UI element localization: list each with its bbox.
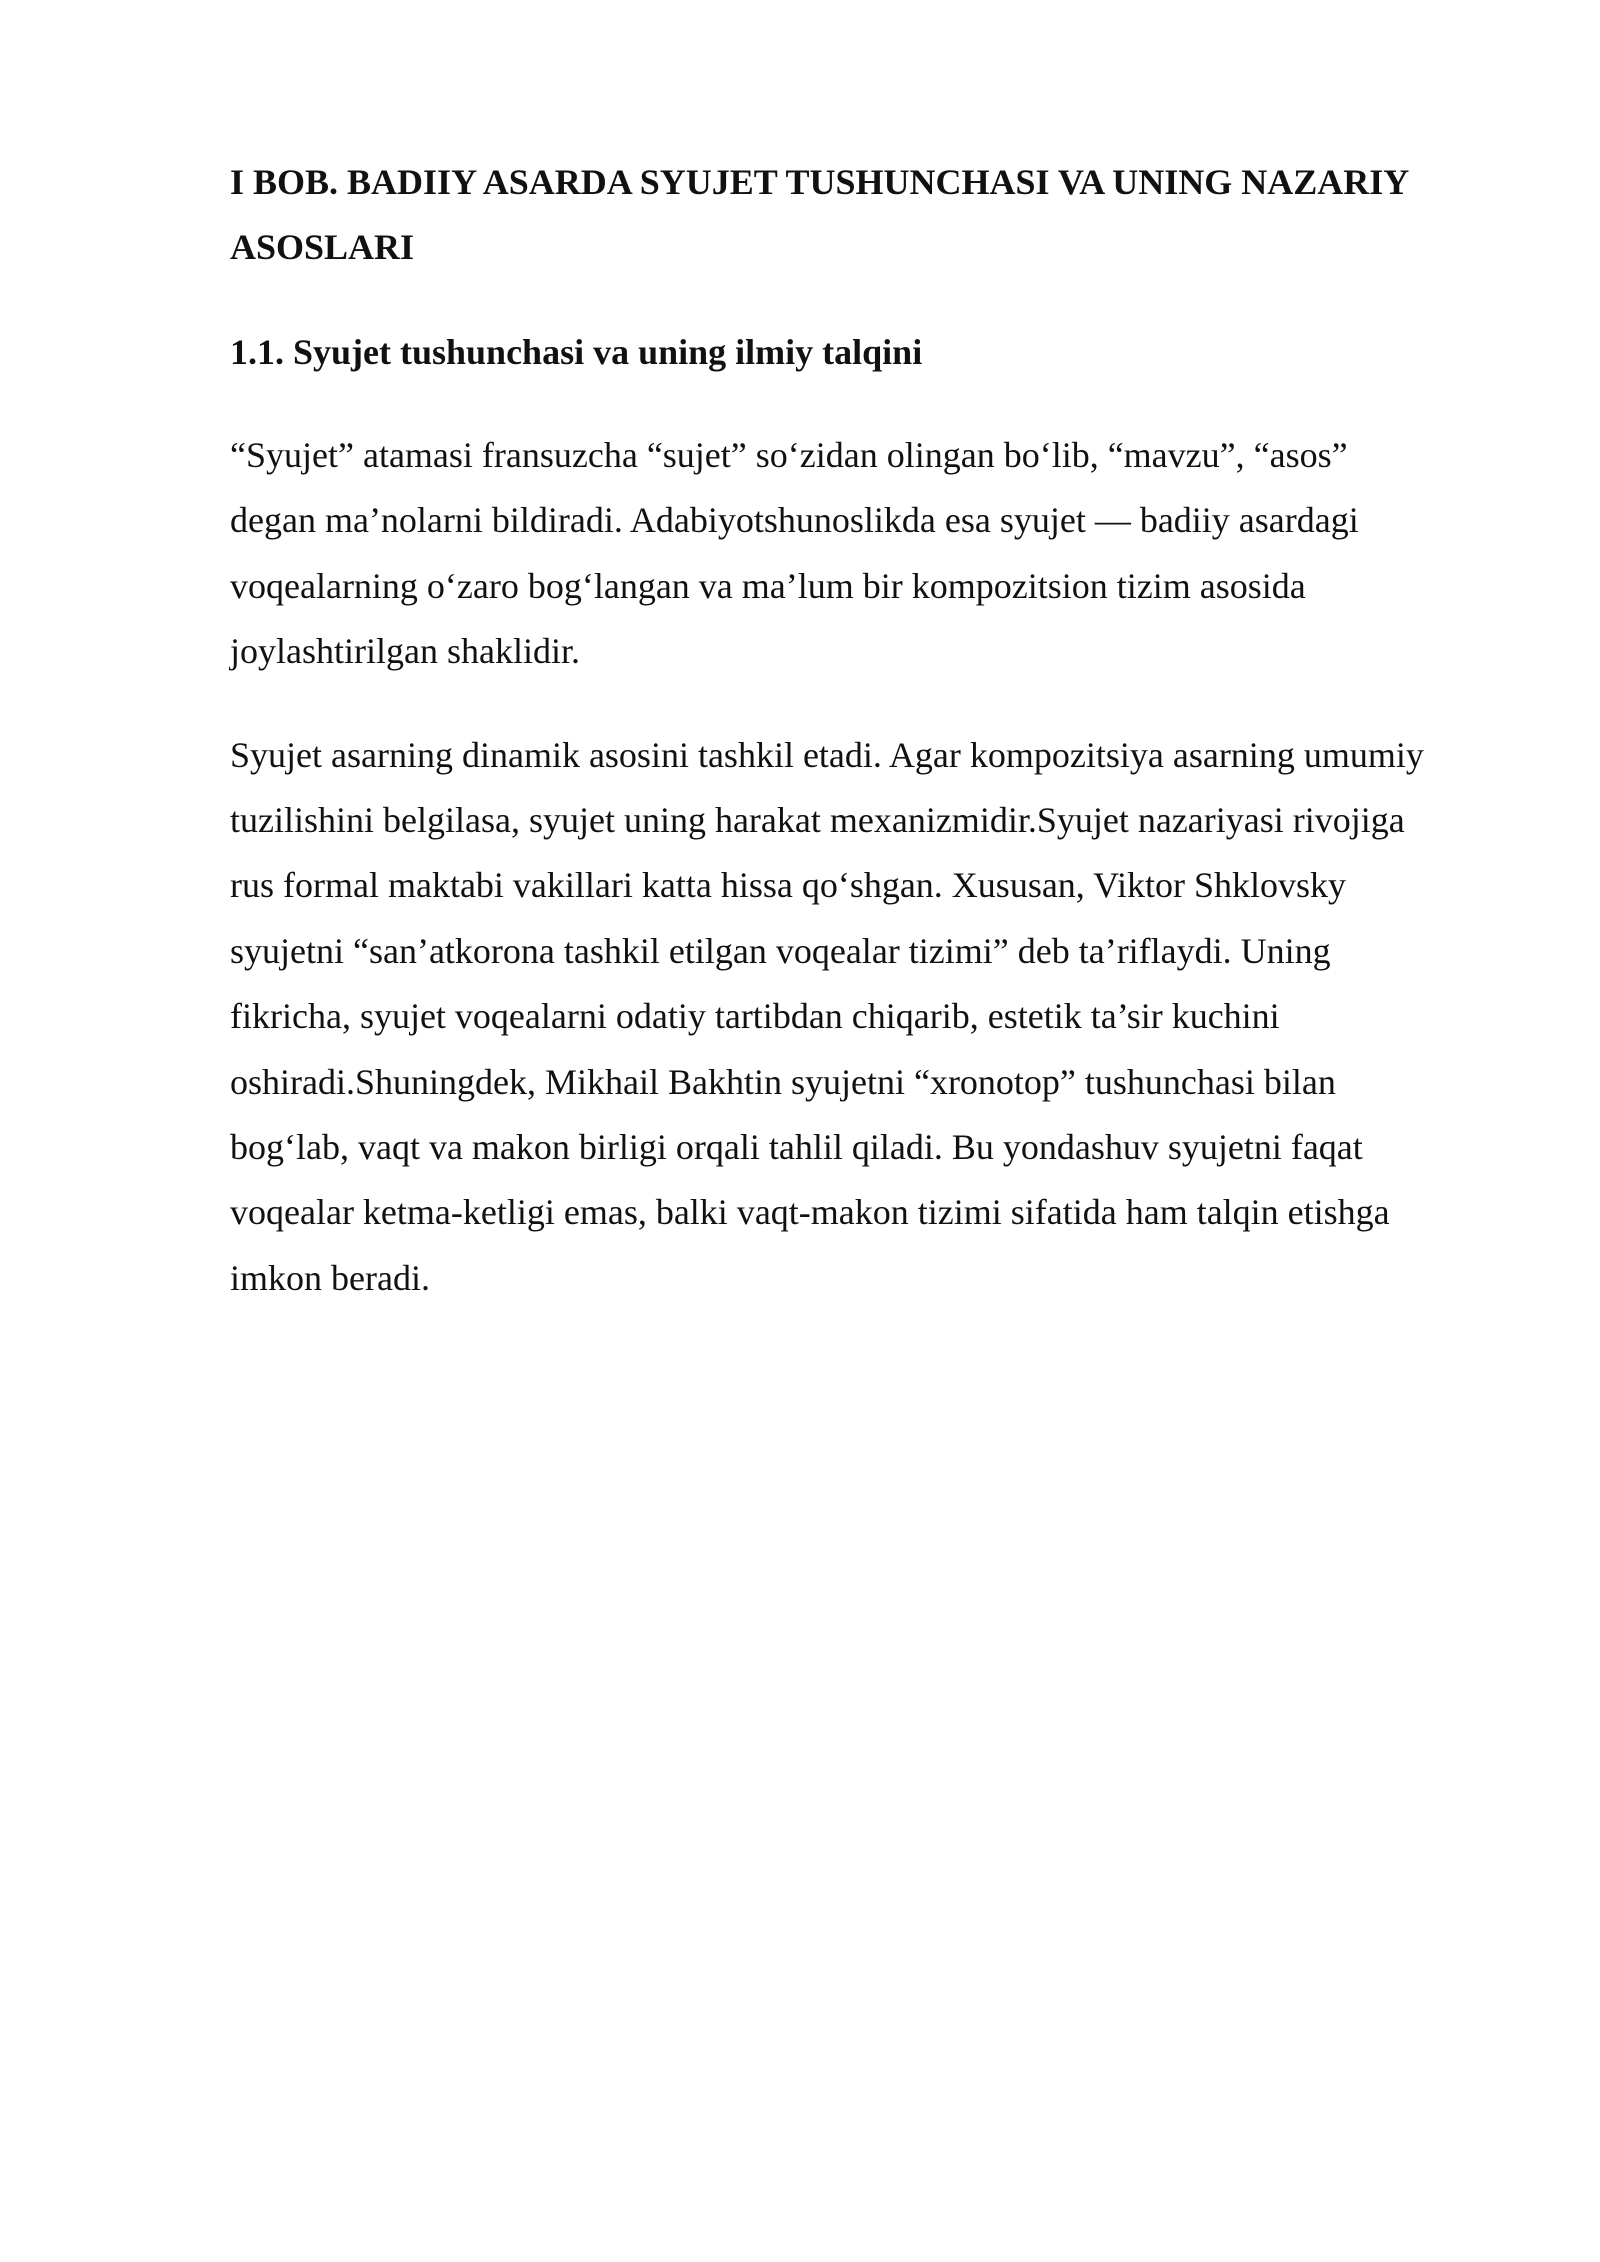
paragraph-line: syujetni “san’atkorona tashkil etilgan voqealar tizimi” deb ta’riflaydi. Uning <box>230 930 1331 971</box>
paragraph-line: imkon beradi. <box>230 1257 430 1298</box>
paragraph-line: degan ma’nolarni bildiradi. Adabiyotshunoslikda esa syujet — badiiy asardagi <box>230 500 1359 541</box>
paragraph-line: bog‘lab, vaqt va makon birligi orqali tahlil qiladi. Bu yondashuv syujetni faqat <box>230 1127 1363 1168</box>
paragraph-line: fikricha, syujet voqealarni odatiy tartibdan chiqarib, estetik ta’sir kuchini <box>230 996 1280 1037</box>
paragraph-line: joylashtirilgan shaklidir. <box>230 631 580 672</box>
chapter-title-line: I BOB. BADIIY ASARDA SYUJET TUSHUNCHASI VA UNING NAZARIY <box>230 162 1410 202</box>
chapter-title-line: ASOSLARI <box>230 227 415 267</box>
paragraph-theory <box>230 723 1500 1312</box>
section-title: 1.1. Syujet tushunchasi va uning ilmiy talqini <box>230 332 923 372</box>
paragraph-line: oshiradi.Shuningdek, Mikhail Bakhtin syujetni “xronotop” tushunchasi bilan <box>230 1061 1336 1102</box>
paragraph-line: voqealarning o‘zaro bog‘langan va ma’lum bir kompozitsion tizim asosida <box>230 565 1306 606</box>
paragraph-line: rus formal maktabi vakillari katta hissa qo‘shgan. Xususan, Viktor Shklovsky <box>230 865 1347 906</box>
paragraph-line: tuzilishini belgilasa, syujet uning harakat mexanizmidir.Syujet nazariyasi rivojiga <box>230 800 1405 841</box>
paragraph-line: Syujet asarning dinamik asosini tashkil etadi. Agar kompozitsiya asarning umumiy <box>230 734 1424 775</box>
chapter-title <box>230 150 1500 280</box>
paragraph-line: voqealar ketma-ketligi emas, balki vaqt-makon tizimi sifatida ham talqin etishga <box>230 1192 1390 1233</box>
paragraph-line: “Syujet” atamasi fransuzcha “sujet” so‘zidan olingan bo‘lib, “mavzu”, “asos” <box>230 435 1348 475</box>
paragraph-etymology <box>230 423 1500 685</box>
document-page <box>230 150 1500 1311</box>
